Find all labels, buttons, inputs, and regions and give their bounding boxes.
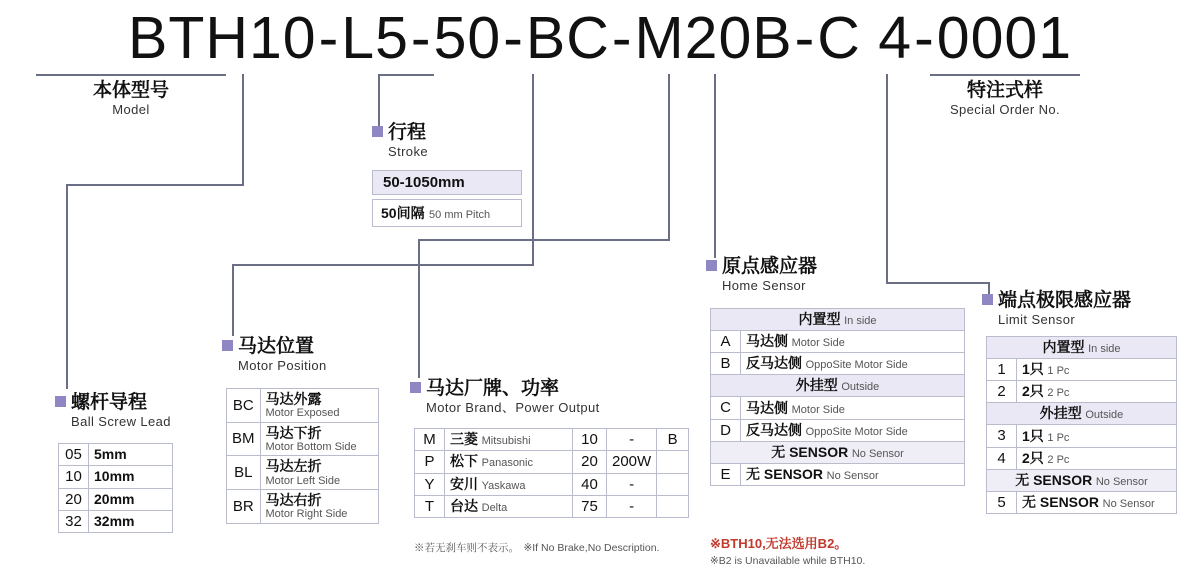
brand-power-0: 10 <box>573 429 607 451</box>
callout-ball-screw-lead-en: Ball Screw Lead <box>71 413 171 429</box>
home-en-A: Motor Side <box>791 337 845 350</box>
callout-model-en: Model <box>112 101 150 117</box>
leader-limitsensor-v1 <box>886 74 888 282</box>
callout-model <box>36 80 226 117</box>
brand-key-3: T <box>415 495 445 517</box>
motorpos-en-3: Motor Right Side <box>265 508 348 521</box>
home-sensor-none-cn: 无 SENSOR <box>771 443 849 460</box>
brand-key-0: M <box>415 429 445 451</box>
part-separator: - <box>318 5 340 71</box>
limit-sensor-outside-en: Outside <box>1085 409 1124 422</box>
home-cn-B: 反马达侧 <box>746 355 802 372</box>
limit-sensor-inside-en: In side <box>1088 343 1121 355</box>
home-sensor-outside-cn: 外挂型 <box>795 377 838 394</box>
brand-cn-1: 松下 <box>450 453 478 470</box>
table-row[interactable] <box>711 463 965 485</box>
callout-limit-sensor-cn-text: 端点极限感应器 <box>998 290 1132 311</box>
table-row[interactable] <box>987 381 1177 403</box>
home-sensor-note-en-wrap <box>710 551 865 569</box>
brand-cn-3: 台达 <box>450 497 478 514</box>
callout-motor-position-en: Motor Position <box>238 357 327 373</box>
limit-en-1: 1 Pc <box>1047 365 1070 378</box>
home-cn-D: 反马达侧 <box>746 421 802 438</box>
brand-cn-0: 三菱 <box>450 431 478 448</box>
leader-homesensor-v <box>714 74 716 258</box>
table-home-sensor <box>710 308 965 486</box>
limit-en-5: No Sensor <box>1102 497 1155 510</box>
table-row[interactable] <box>227 422 379 456</box>
leader-motorbrand-v2 <box>418 239 420 378</box>
callout-stroke-en: Stroke <box>388 143 428 159</box>
callout-special-order-cn: 特注式样 <box>966 80 1043 101</box>
home-en-D: OppoSite Motor Side <box>805 425 908 438</box>
limit-en-3: 1 Pc <box>1047 431 1070 444</box>
table-row[interactable] <box>59 466 173 488</box>
lead-value-1: 10mm <box>94 468 135 485</box>
motorpos-key-1: BM <box>227 422 261 456</box>
part-separator: - <box>410 5 432 71</box>
home-cn-E: 无 SENSOR <box>746 465 824 482</box>
callout-stroke-cn-text: 行程 <box>388 122 427 143</box>
table-row[interactable] <box>987 447 1177 469</box>
brand-en-2: Yaskawa <box>481 479 526 492</box>
brand-power-2: 40 <box>573 473 607 495</box>
callout-motor-position-cn-text: 马达位置 <box>238 336 315 357</box>
lead-key-0: 05 <box>59 444 89 466</box>
leader-motorpos-v2 <box>232 264 234 336</box>
part-separator: - <box>503 5 524 71</box>
table-row[interactable] <box>59 444 173 466</box>
motor-brand-note-en: ※If No Brake,No Description. <box>523 542 660 554</box>
home-key-B: B <box>711 353 741 375</box>
part-segment-model: BTH10 <box>127 5 317 71</box>
callout-limit-sensor <box>982 290 1131 327</box>
motorpos-cn-1: 马达下折 <box>265 424 322 441</box>
table-row[interactable] <box>415 451 689 473</box>
home-sensor-group-none <box>711 441 965 463</box>
limit-cn-2: 2只 <box>1022 383 1044 400</box>
home-sensor-outside-en: Outside <box>841 381 880 394</box>
lead-value-0: 5mm <box>94 446 127 463</box>
brand-brake-2 <box>657 473 689 495</box>
limit-en-2: 2 Pc <box>1047 387 1070 400</box>
table-row[interactable] <box>227 389 379 423</box>
stroke-range-value: 50-1050mm <box>372 170 522 195</box>
callout-model-cn: 本体型号 <box>92 80 169 101</box>
limit-sensor-none-cn: 无 SENSOR <box>1015 471 1093 488</box>
part-separator: - <box>611 5 633 71</box>
callout-limit-sensor-en: Limit Sensor <box>998 311 1076 327</box>
leader-motorpos-h <box>232 264 534 266</box>
table-row[interactable] <box>227 456 379 490</box>
brand-power-3: 75 <box>573 495 607 517</box>
callout-special-order-en: Special Order No. <box>949 101 1061 117</box>
table-row[interactable] <box>987 358 1177 380</box>
table-row[interactable] <box>987 491 1177 513</box>
table-row[interactable] <box>711 330 965 352</box>
home-en-E: No Sensor <box>826 469 879 482</box>
home-key-D: D <box>711 419 741 441</box>
motorpos-cn-3: 马达右折 <box>265 492 322 509</box>
leader-lead-v2 <box>66 184 68 389</box>
part-segment-special: 0001 <box>936 5 1073 71</box>
table-row[interactable] <box>711 397 965 419</box>
stroke-pitch-box <box>372 199 522 227</box>
limit-en-4: 2 Pc <box>1047 453 1070 466</box>
home-cn-C: 马达侧 <box>746 399 788 416</box>
lead-key-3: 32 <box>59 510 89 532</box>
callout-motor-brand <box>410 378 600 415</box>
limit-key-4: 4 <box>987 447 1017 469</box>
table-motor-position <box>226 388 379 524</box>
stroke-pitch-cn: 50间隔 <box>381 205 425 221</box>
lead-value-2: 20mm <box>94 490 135 507</box>
home-key-C: C <box>711 397 741 419</box>
callout-limit-sensor-cn <box>982 290 1131 312</box>
part-segment-motorpos: BC <box>525 5 610 71</box>
table-row[interactable] <box>711 419 965 441</box>
brand-watt-0: - <box>607 429 657 451</box>
leader-special-underline <box>930 74 1080 76</box>
limit-cn-5: 无 SENSOR <box>1022 493 1100 510</box>
brand-brake-1 <box>657 451 689 473</box>
brand-power-1: 20 <box>573 451 607 473</box>
callout-motor-brand-en: Motor Brand、Power Output <box>426 399 600 415</box>
callout-motor-brand-cn-text: 马达厂牌、功率 <box>426 378 560 399</box>
table-row[interactable] <box>415 495 689 517</box>
part-number <box>0 4 1200 72</box>
limit-key-1: 1 <box>987 358 1017 380</box>
limit-cn-1: 1只 <box>1022 361 1044 378</box>
home-sensor-group-outside <box>711 375 965 397</box>
leader-limitsensor-h <box>886 282 990 284</box>
part-segment-stroke: 50 <box>433 5 502 71</box>
callout-home-sensor-cn-text: 原点感应器 <box>722 256 818 277</box>
home-cn-A: 马达侧 <box>746 333 788 350</box>
limit-key-2: 2 <box>987 381 1017 403</box>
home-en-B: OppoSite Motor Side <box>805 359 908 372</box>
limit-sensor-none-en: No Sensor <box>1095 475 1148 488</box>
brand-en-3: Delta <box>481 501 508 514</box>
table-limit-sensor <box>986 336 1177 514</box>
brand-brake-0: B <box>657 429 689 451</box>
leader-motorbrand-v1 <box>668 74 670 239</box>
part-segment-lead: L5 <box>341 5 409 71</box>
motor-brand-note <box>414 538 659 556</box>
limit-sensor-group-outside <box>987 403 1177 425</box>
brand-watt-1: 200W <box>607 451 657 473</box>
motorpos-key-0: BC <box>227 389 261 423</box>
leader-lead-v1 <box>242 74 244 184</box>
bullet-square-icon <box>55 396 66 407</box>
leader-stroke-h <box>378 74 434 76</box>
leader-model-underline <box>36 74 226 76</box>
callout-motor-position-cn <box>222 336 327 358</box>
callout-home-sensor-cn <box>706 256 817 278</box>
brand-cn-2: 安川 <box>450 475 478 492</box>
table-ball-screw-lead <box>58 443 173 533</box>
limit-sensor-inside-cn: 内置型 <box>1042 339 1085 355</box>
part-segment-motorbrand: M20B <box>634 5 793 71</box>
stroke-pitch-en: 50 mm Pitch <box>429 209 491 221</box>
brand-watt-3: - <box>607 495 657 517</box>
stroke-range-box <box>372 170 522 195</box>
bullet-square-icon <box>410 382 421 393</box>
table-motor-brand <box>414 428 689 518</box>
limit-key-5: 5 <box>987 491 1017 513</box>
lead-key-2: 20 <box>59 488 89 510</box>
limit-cn-3: 1只 <box>1022 427 1044 444</box>
callout-home-sensor-en: Home Sensor <box>722 277 806 293</box>
callout-ball-screw-lead <box>55 392 171 429</box>
table-row[interactable] <box>227 490 379 524</box>
limit-key-3: 3 <box>987 425 1017 447</box>
brand-key-2: Y <box>415 473 445 495</box>
bullet-square-icon <box>706 260 717 271</box>
limit-sensor-group-none <box>987 469 1177 491</box>
leader-motorpos-v1 <box>532 74 534 264</box>
table-row[interactable] <box>987 425 1177 447</box>
motorpos-en-1: Motor Bottom Side <box>265 440 357 453</box>
table-row[interactable] <box>415 429 689 451</box>
brand-en-1: Panasonic <box>481 457 533 470</box>
callout-motor-position <box>222 336 327 373</box>
part-separator: - <box>794 5 816 71</box>
home-sensor-none-en: No Sensor <box>851 447 904 460</box>
callout-home-sensor <box>706 256 817 293</box>
limit-sensor-outside-cn: 外挂型 <box>1039 405 1082 422</box>
table-row[interactable] <box>415 473 689 495</box>
home-key-A: A <box>711 330 741 352</box>
lead-value-3: 32mm <box>94 512 135 529</box>
motorpos-en-2: Motor Left Side <box>265 474 341 487</box>
stroke-pitch <box>372 199 522 227</box>
callout-special-order <box>925 80 1085 117</box>
callout-ball-screw-lead-cn <box>55 392 171 414</box>
motorpos-key-2: BL <box>227 456 261 490</box>
part-separator: - <box>914 5 935 71</box>
table-row[interactable] <box>59 510 173 532</box>
limit-sensor-group-inside <box>987 337 1177 359</box>
table-row[interactable] <box>711 353 965 375</box>
lead-key-1: 10 <box>59 466 89 488</box>
part-segment-sensor: C 4 <box>817 5 913 71</box>
home-sensor-inside-en: In side <box>844 315 877 327</box>
motorpos-en-0: Motor Exposed <box>265 407 340 420</box>
bullet-square-icon <box>222 340 233 351</box>
brand-brake-3 <box>657 495 689 517</box>
bullet-square-icon <box>982 294 993 305</box>
bullet-square-icon <box>372 126 383 137</box>
home-sensor-group-inside <box>711 309 965 331</box>
brand-key-1: P <box>415 451 445 473</box>
motorpos-cn-0: 马达外露 <box>265 391 322 407</box>
callout-stroke <box>372 122 428 159</box>
leader-lead-h <box>66 184 244 186</box>
motorpos-cn-2: 马达左折 <box>265 458 322 475</box>
home-key-E: E <box>711 463 741 485</box>
callout-ball-screw-lead-cn-text: 螺杆导程 <box>71 392 148 413</box>
brand-watt-2: - <box>607 473 657 495</box>
home-sensor-note-en: ※B2 is Unavailable while BTH10. <box>710 555 866 567</box>
callout-motor-brand-cn <box>410 378 600 400</box>
home-sensor-note-cn-wrap <box>710 533 847 553</box>
home-sensor-note-cn: ※BTH10,无法选用B2。 <box>710 536 848 551</box>
motorpos-key-3: BR <box>227 490 261 524</box>
callout-stroke-cn <box>372 122 428 144</box>
table-row[interactable] <box>59 488 173 510</box>
leader-motorbrand-h <box>418 239 670 241</box>
limit-cn-4: 2只 <box>1022 449 1044 466</box>
brand-en-0: Mitsubishi <box>481 435 531 448</box>
motor-brand-note-cn: ※若无刹车则不表示。 <box>414 542 519 554</box>
home-sensor-inside-cn: 内置型 <box>798 311 841 327</box>
home-en-C: Motor Side <box>791 403 845 416</box>
